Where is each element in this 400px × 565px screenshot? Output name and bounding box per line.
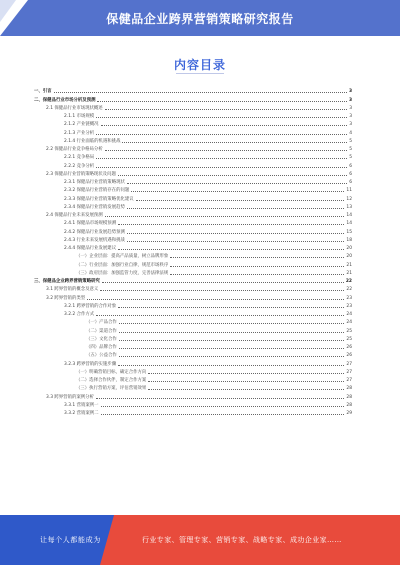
toc-entry[interactable] — [34, 160, 352, 168]
toc-entry-page: 14 — [346, 221, 352, 227]
toc-leader-dots — [127, 233, 345, 234]
toc-entry[interactable] — [34, 202, 352, 210]
toc-entry[interactable] — [34, 226, 352, 234]
toc-leader-dots — [100, 290, 344, 291]
toc-leader-dots — [101, 125, 348, 126]
toc-entry[interactable] — [34, 358, 352, 366]
toc-leader-dots — [148, 373, 344, 374]
toc-entry-page: 11 — [346, 188, 352, 194]
toc-entry-label: 2.3.4 保健品行业营销发展趋势 — [64, 204, 125, 210]
toc-leader-dots — [119, 332, 345, 333]
toc-entry[interactable] — [34, 400, 352, 408]
toc-entry-label: 2.1.2 产业链概况 — [64, 122, 99, 128]
toc-leader-dots — [170, 257, 344, 258]
toc-heading: 内容目录 — [173, 58, 226, 72]
toc-entry-label: 2.4 保健品行业未来发展预测 — [46, 213, 103, 218]
toc-entry-page: 3 — [348, 89, 352, 95]
toc-entry-page: 27 — [346, 369, 352, 375]
toc-entry-label: 3.3.2 营销案例二 — [64, 411, 99, 416]
toc-entry-label: 2.3.1 保健品行业营销策略现状 — [64, 180, 125, 185]
toc-entry-label: 一、引言 — [34, 89, 52, 95]
toc-entry-label: 2.1.1 市场规模 — [64, 114, 95, 119]
toc-leader-dots — [101, 406, 345, 407]
toc-entry[interactable] — [34, 177, 352, 185]
toc-entry-page: 18 — [346, 237, 352, 243]
toc-entry[interactable] — [34, 210, 352, 218]
toc-entry[interactable] — [34, 284, 352, 292]
toc-leader-dots — [96, 158, 347, 159]
toc-entry-page: 25 — [346, 328, 352, 334]
toc-entry-label: 2.3.2 保健品行业营销存在的问题 — [64, 188, 130, 194]
toc-entry-label: 2.4.1 保健品市场规模预测 — [64, 221, 117, 227]
toc-leader-dots — [105, 109, 348, 110]
toc-entry[interactable] — [34, 259, 352, 267]
toc-entry-page: 12 — [346, 196, 352, 202]
toc-leader-dots — [119, 323, 345, 324]
toc-entry[interactable] — [34, 152, 352, 160]
toc-entry-label: 二、保健品行业市场分析及预测 — [34, 97, 96, 103]
toc-entry[interactable] — [34, 111, 352, 119]
toc-entry[interactable] — [34, 325, 352, 333]
footer-roles: 行业专家、管理专家、营销专家、战略专家、成功企业家…… — [142, 536, 342, 544]
toc-entry-label: 2.2.1 竞争格局 — [64, 155, 95, 161]
toc-entry-page: 3 — [349, 105, 352, 111]
toc-entry-page: 21 — [346, 270, 352, 276]
toc-entry-page: 23 — [346, 303, 352, 309]
toc-entry-page: 6 — [349, 171, 352, 177]
toc-entry-page: 25 — [346, 336, 352, 342]
toc-entry-page: 3 — [349, 114, 352, 119]
toc-entry-label: 3.2 跨界营销的类型 — [46, 295, 86, 301]
toc-entry-page: 29 — [346, 411, 352, 416]
toc-entry-label: （五）公益合作 — [86, 353, 117, 359]
toc-leader-dots — [97, 101, 346, 102]
toc-entry[interactable] — [34, 193, 352, 201]
toc-entry-label: 2.1.3 产业分析 — [64, 130, 95, 136]
toc-entry-page: 6 — [349, 163, 352, 169]
toc-leader-dots — [118, 365, 344, 366]
toc-entry-page: 14 — [346, 213, 352, 218]
toc-entry-page: 23 — [346, 295, 352, 301]
toc-entry[interactable] — [34, 317, 352, 325]
toc-entry-page: 21 — [346, 262, 352, 268]
toc-entry-label: 2.4.3 行业未来发展机遇和挑战 — [64, 237, 125, 243]
toc-entry-page: 22 — [346, 287, 352, 293]
toc-entry-page: 28 — [346, 386, 352, 392]
toc-leader-dots — [118, 224, 344, 225]
toc-entry-page: 22 — [345, 279, 352, 284]
toc-leader-dots — [96, 398, 345, 399]
toc-entry[interactable] — [34, 268, 352, 276]
toc-entry-page: 5 — [349, 155, 352, 161]
toc-entry-label: 3.3 跨界营销的案例分析 — [46, 394, 94, 400]
toc-entry-label: （三）执行营销方案，评估营销效果 — [76, 386, 147, 392]
toc-entry-label: （四）品牌合作 — [86, 345, 117, 350]
toc-entry[interactable] — [34, 301, 352, 309]
toc-entry-label: 2.1 保健品行业市场现状概述 — [46, 105, 103, 111]
toc-entry-label: 2.1.4 行业面临的机遇和挑战 — [64, 138, 121, 144]
table-of-contents — [34, 86, 352, 416]
header-banner — [0, 0, 400, 36]
toc-leader-dots — [119, 356, 345, 357]
toc-entry-page: 3 — [348, 97, 352, 103]
toc-entry-label: （一）企业层面：提高产品质量，树立品牌形象 — [76, 254, 169, 260]
toc-leader-dots — [96, 134, 347, 135]
toc-leader-dots — [148, 381, 344, 382]
footer-slogan: 让每个人都能成为 — [40, 536, 101, 544]
toc-entry-page: 5 — [349, 147, 352, 152]
toc-entry[interactable] — [34, 309, 352, 317]
toc-entry[interactable] — [34, 375, 352, 383]
toc-entry[interactable] — [34, 94, 352, 102]
toc-entry[interactable] — [34, 185, 352, 193]
toc-entry-label: （一）产品合作 — [86, 320, 117, 326]
toc-entry[interactable] — [34, 292, 352, 300]
footer-banner — [0, 515, 400, 565]
toc-entry-page: 4 — [349, 130, 352, 136]
toc-entry-label: （三）文化合作 — [86, 336, 117, 342]
toc-leader-dots — [127, 183, 347, 184]
toc-entry[interactable] — [34, 383, 352, 391]
toc-entry-label: 2.4.4 保健品行业发展建议 — [64, 246, 117, 251]
document-title: 保健品企业跨界营销策略研究报告 — [106, 12, 294, 26]
toc-leader-dots — [87, 299, 344, 300]
toc-leader-dots — [136, 200, 345, 201]
toc-entry-label: 3.2.1 跨界营销的合作对象 — [64, 303, 117, 309]
toc-entry-page: 5 — [349, 138, 352, 144]
toc-entry-page: 24 — [346, 320, 352, 326]
toc-entry-label: 3.1 跨界营销的概念及意义 — [46, 287, 99, 293]
toc-entry[interactable] — [34, 391, 352, 399]
toc-leader-dots — [148, 389, 344, 390]
toc-leader-dots — [101, 414, 345, 415]
toc-entry-label: 3.2.3 跨界营销的实施步骤 — [64, 361, 117, 367]
toc-entry[interactable] — [34, 367, 352, 375]
toc-entry-label: 2.3.3 保健品行业营销策略优化建议 — [64, 196, 134, 202]
toc-entry[interactable] — [34, 127, 352, 135]
toc-entry-label: （二）行业层面：加强行业自律，规范市场秩序 — [76, 262, 169, 268]
toc-entry[interactable] — [34, 408, 352, 416]
toc-entry-page: 20 — [346, 246, 352, 251]
toc-entry[interactable] — [34, 243, 352, 251]
toc-leader-dots — [54, 92, 347, 93]
toc-entry-label: 三、保健品企业跨界营销策略研究 — [34, 279, 100, 284]
toc-leader-dots — [96, 315, 344, 316]
toc-entry-page: 27 — [346, 361, 352, 367]
toc-entry[interactable] — [34, 144, 352, 152]
toc-entry-label: 2.2.2 竞争分析 — [64, 163, 95, 169]
toc-leader-dots — [96, 167, 347, 168]
toc-leader-dots — [127, 208, 345, 209]
footer-diagonal — [100, 515, 114, 565]
toc-leader-dots — [122, 142, 347, 143]
toc-entry-label: 2.2 保健品行业竞争格局分析 — [46, 147, 103, 152]
toc-leader-dots — [118, 249, 344, 250]
toc-entry[interactable] — [34, 235, 352, 243]
toc-leader-dots — [119, 348, 345, 349]
toc-heading-rule — [176, 73, 224, 74]
toc-entry-page: 15 — [346, 229, 352, 235]
toc-entry[interactable] — [34, 251, 352, 259]
toc-entry-page: 26 — [346, 345, 352, 350]
toc-leader-dots — [118, 307, 344, 308]
toc-entry-page: 20 — [346, 254, 352, 260]
toc-leader-dots — [170, 274, 344, 275]
toc-leader-dots — [105, 216, 345, 217]
toc-entry-label: 2.4.2 保健品行业发展趋势预测 — [64, 229, 125, 235]
toc-entry[interactable] — [34, 218, 352, 226]
toc-leader-dots — [170, 266, 344, 267]
toc-entry[interactable] — [34, 169, 352, 177]
toc-entry-label: （二）选择合作伙伴，制定合作方案 — [76, 378, 147, 383]
toc-entry[interactable] — [34, 342, 352, 350]
toc-entry-page: 24 — [346, 312, 352, 317]
toc-leader-dots — [119, 340, 345, 341]
toc-entry-label: （二）渠道合作 — [86, 328, 117, 334]
toc-entry[interactable] — [34, 119, 352, 127]
toc-entry[interactable] — [34, 276, 352, 284]
toc-leader-dots — [131, 191, 344, 192]
toc-entry-label: 3.2.2 合作方式 — [64, 312, 95, 317]
toc-entry-page: 6 — [349, 180, 352, 185]
toc-leader-dots — [105, 150, 348, 151]
toc-entry[interactable] — [34, 334, 352, 342]
toc-entry-label: （三）政府层面：加强监管力度，完善法律法规 — [76, 270, 169, 276]
toc-entry[interactable] — [34, 350, 352, 358]
toc-entry[interactable] — [34, 136, 352, 144]
toc-entry-page: 26 — [346, 353, 352, 359]
toc-entry-page: 28 — [346, 402, 352, 408]
toc-entry-page: 28 — [346, 394, 352, 400]
toc-entry[interactable] — [34, 86, 352, 94]
toc-leader-dots — [127, 241, 345, 242]
toc-entry-label: 3.3.1 营销案例一 — [64, 402, 99, 408]
toc-leader-dots — [118, 175, 347, 176]
toc-entry[interactable] — [34, 103, 352, 111]
toc-leader-dots — [96, 117, 347, 118]
toc-entry-page: 13 — [346, 204, 352, 210]
toc-entry-label: （一）明确营销目标，确定合作方向 — [76, 369, 147, 375]
toc-leader-dots — [102, 282, 344, 283]
toc-entry-page: 3 — [349, 122, 352, 128]
toc-entry-page: 27 — [346, 378, 352, 383]
toc-entry-label: 2.3 保健品行业营销策略现状及问题 — [46, 171, 116, 177]
